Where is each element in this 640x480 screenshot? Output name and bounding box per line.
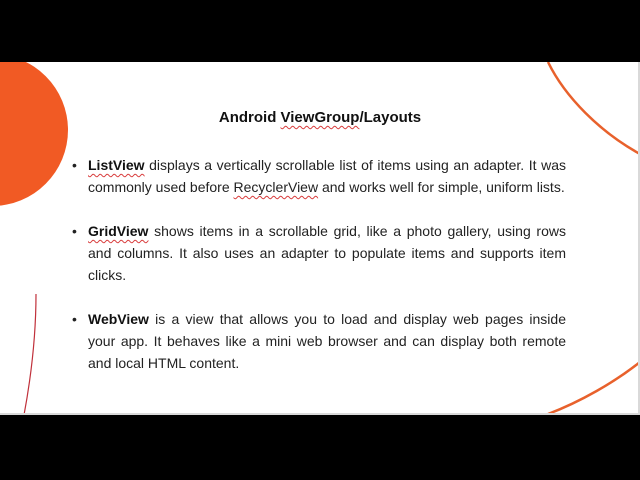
top-right-arc-decoration — [548, 62, 640, 154]
slide-title — [0, 109, 640, 126]
bullet-listview — [72, 154, 566, 198]
bullet-term: GridView — [88, 223, 149, 239]
bullet-text: is a view that allows you to load and display web pages inside your app. It behaves like a mini web browser and can display both remote and local HTML content. — [88, 311, 566, 371]
bullet-list — [72, 154, 566, 396]
title-suffix: /Layouts — [359, 109, 422, 126]
bullet-text: displays a vertically scrollable list of items using an adapter. It was commonly used before — [88, 157, 566, 195]
bullet-dot-icon: • — [72, 311, 77, 327]
slide — [0, 62, 640, 415]
title-prefix: Android — [218, 109, 281, 126]
letterbox-bottom — [0, 415, 640, 480]
bullet-gridview — [72, 220, 566, 286]
title-word: ViewGroup — [280, 109, 360, 126]
letterbox-top — [0, 0, 640, 62]
bullet-dot-icon: • — [72, 157, 77, 173]
bullet-term: ListView — [88, 157, 145, 173]
bullet-term: WebView — [88, 311, 149, 327]
bullet-webview — [72, 308, 566, 374]
bullet-dot-icon: • — [72, 223, 77, 239]
bullet-text-end: and works well for simple, uniform lists. — [318, 179, 565, 195]
bullet-squiggle-word: RecyclerView — [233, 179, 319, 195]
bullet-text: shows items in a scrollable grid, like a photo gallery, using rows and columns. It also uses an adapter to populate items and supports item clicks. — [88, 223, 566, 283]
left-red-line-decoration — [24, 294, 36, 415]
orange-circle-decoration — [0, 62, 68, 206]
